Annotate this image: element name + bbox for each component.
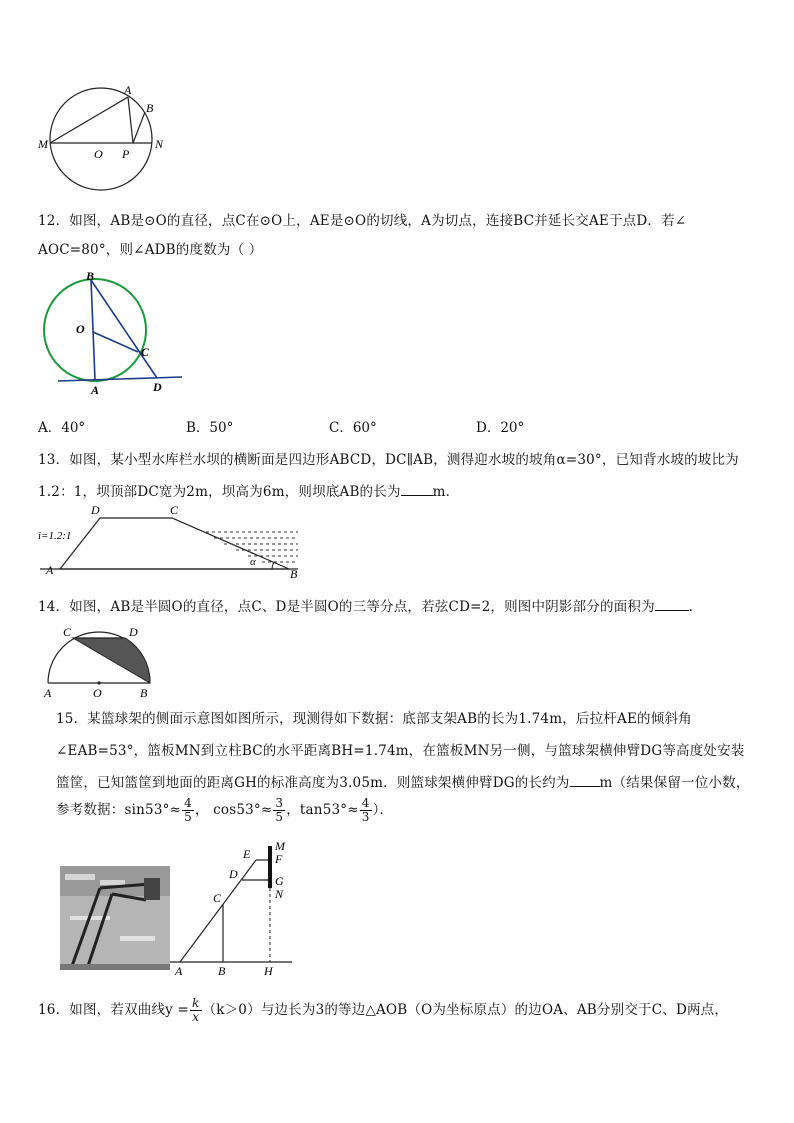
q13-text-line2: [38, 480, 459, 500]
basketball-stand-photo: [60, 866, 170, 970]
label-a: A: [175, 964, 183, 978]
label-a: A: [46, 563, 54, 577]
label-c: C: [213, 891, 222, 905]
segment-pb: [133, 112, 145, 143]
q13-text-line2a: 1.2：1，坝顶部DC宽为2m，坝高为6m，则坝底AB的长为: [38, 484, 401, 500]
center-o-dot: [97, 681, 100, 684]
q16-prefix: 16．如图，若双曲线y =: [38, 1002, 190, 1018]
figure-circle-mopn: [34, 80, 174, 195]
q15-ref-prefix: 参考数据：sin53°≈: [56, 802, 182, 818]
circle-o: [50, 88, 152, 190]
label-h: H: [264, 964, 273, 978]
q16-suffix: （k＞0）与边长为3的等边△AOB（O为坐标原点）的边OA、AB分别交于C、D两点，: [202, 1002, 729, 1018]
tan-numerator: 4: [361, 796, 370, 810]
label-n: N: [275, 887, 284, 901]
q14-text-line: [38, 595, 703, 615]
label-d: D: [153, 380, 162, 394]
cos-numerator: 3: [275, 796, 284, 810]
q12-text-line2: AOC=80°，则∠ADB的度数为（ ）: [38, 242, 263, 258]
q15-text-line3b: m（结果保留一位小数，: [599, 775, 750, 791]
figure-semicircle: [36, 620, 166, 700]
label-d: D: [91, 503, 100, 517]
label-b: B: [146, 101, 154, 115]
label-d: D: [229, 867, 238, 881]
q12-choice-b[interactable]: B．50°: [186, 420, 234, 436]
label-a: A: [124, 83, 132, 97]
tan-denominator: 3: [361, 810, 370, 824]
q15-text-line3: [56, 771, 750, 791]
label-e: E: [243, 847, 251, 861]
q15-answer-blank[interactable]: [570, 774, 600, 787]
segment-bd: [91, 280, 157, 378]
fraction-cos: [273, 797, 285, 824]
label-c: C: [170, 503, 179, 517]
label-o: O: [76, 322, 85, 336]
label-m: M: [275, 839, 285, 853]
figure-tangent-circle: [36, 268, 186, 398]
q14-text-end: ．: [688, 599, 703, 615]
label-n: N: [155, 137, 164, 151]
segment-oc: [93, 332, 138, 352]
rod-ae: [180, 860, 256, 962]
diameter-ab: [91, 280, 95, 380]
q16-text-line: [38, 997, 728, 1024]
q14-answer-blank[interactable]: [655, 598, 689, 611]
shaded-region: [73, 638, 150, 683]
label-b: B: [218, 964, 226, 978]
frac-denominator-x: x: [192, 1010, 200, 1024]
q12-choice-a[interactable]: A．40°: [38, 420, 86, 436]
label-m: M: [38, 137, 48, 151]
label-o: O: [94, 147, 103, 161]
label-a: A: [44, 686, 52, 700]
q13-text-line2b: m．: [432, 484, 460, 500]
label-b: B: [86, 269, 95, 283]
q15-text-line4: [56, 797, 393, 824]
chord-ma: [50, 97, 128, 143]
q13-answer-blank[interactable]: [401, 483, 433, 496]
label-p: P: [122, 147, 130, 161]
fraction-sin: [182, 797, 194, 824]
sin-denominator: 5: [184, 810, 192, 824]
q15-ref-sep1: ， cos53°≈: [194, 802, 273, 818]
label-b: B: [290, 567, 298, 581]
fraction-k-over-x: [190, 997, 201, 1024]
label-f: F: [275, 852, 283, 866]
segment-ap: [128, 97, 133, 143]
sin-numerator: 4: [184, 796, 192, 810]
label-c: C: [63, 625, 72, 639]
label-c: C: [141, 345, 150, 359]
frac-numerator-k: k: [192, 996, 200, 1010]
fraction-tan: [360, 797, 372, 824]
q15-text-line2: ∠EAB=53°，篮板MN到立柱BC的水平距离BH=1.74m，在篮板MN另一侧，与篮球架横伸臂DG等高度处安装: [56, 743, 745, 759]
label-g: G: [275, 874, 284, 888]
label-slope-ratio: i=1.2:1: [38, 530, 72, 542]
q12-choice-c[interactable]: C．60°: [329, 420, 377, 436]
q15-ref-sep2: ，tan53°≈: [286, 802, 359, 818]
label-o: O: [93, 686, 102, 700]
cos-denominator: 5: [275, 810, 284, 824]
q15-text-line1: 15．某篮球架的侧面示意图如图所示，现测得如下数据：底部支架AB的长为1.74m，后拉杆AE的倾斜角: [56, 711, 692, 727]
q15-text-line3a: 篮筐，已知篮筐到地面的距离GH的标准高度为3.05m．则篮球架横伸臂DG的长约为: [56, 775, 570, 791]
label-d: D: [129, 625, 138, 639]
q13-text-line1: 13．如图，某小型水库栏水坝的横断面是四边形ABCD，DC∥AB，测得迎水坡的坡角α=30°，已知背水坡的坡比为: [38, 452, 739, 468]
label-b: B: [140, 686, 148, 700]
q12-text-line1: 12．如图，AB是⊙O的直径，点C在⊙O上，AE是⊙O的切线，A为切点，连接BC并延长交AE于点D．若∠: [38, 213, 687, 229]
label-alpha: α: [250, 556, 256, 568]
q15-ref-end: ）．: [372, 802, 394, 818]
q14-text: 14．如图，AB是半圆O的直径，点C、D是半圆O的三等分点，若弦CD=2，则图中阴影部分的面积为: [38, 599, 655, 615]
label-a: A: [91, 383, 100, 397]
q12-choice-d[interactable]: D．20°: [476, 420, 525, 436]
figure-dam-cross-section: [36, 502, 306, 582]
figure-basketball-stand: [166, 838, 296, 978]
angle-alpha-arc: [272, 562, 274, 569]
